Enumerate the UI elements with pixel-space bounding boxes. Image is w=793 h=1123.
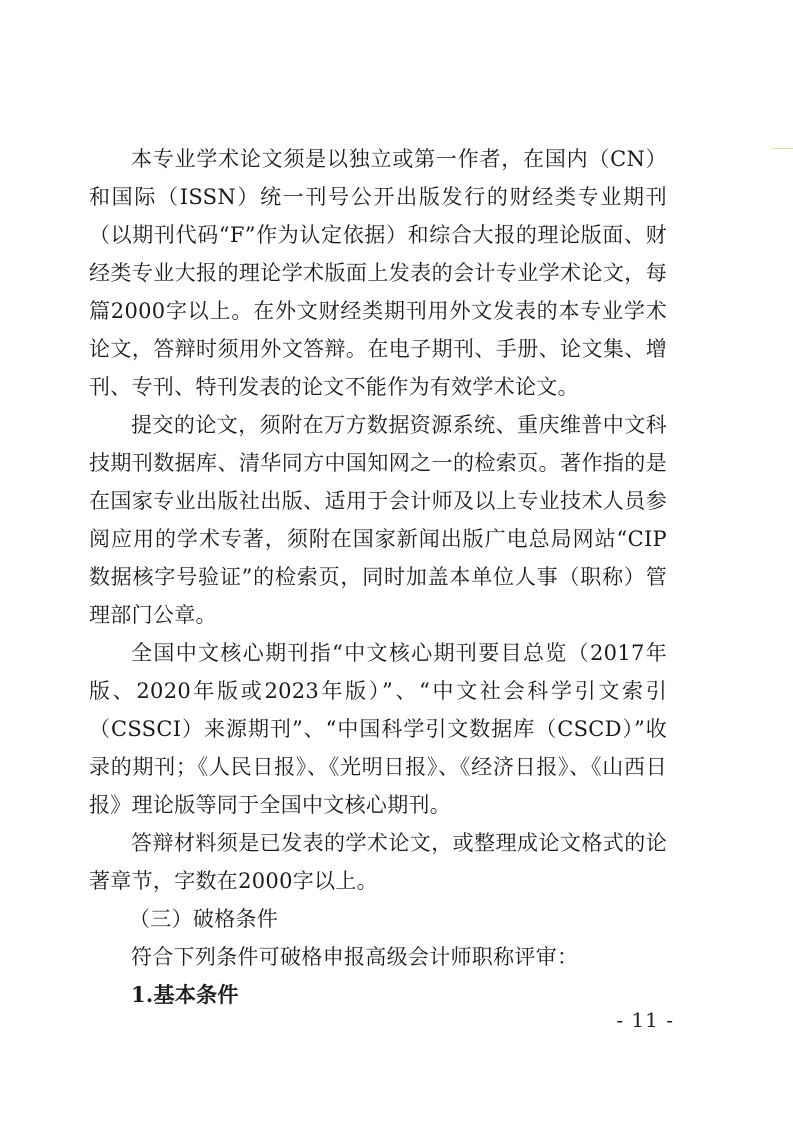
paragraph-core-journals: 全国中文核心期刊指“中文核心期刊要目总览（2017年版、2020年版或2023年版）”、“中文社会科学引文索引（CSSCI）来源期刊”、“中国科学引文数据库（CSCD）”收录的期刊；《人民日报》、《光明日报》、《经济日报》、《山西日报》理论版等同于全国中文核心期刊。 (89, 641, 667, 817)
page-number: - 11 - (616, 1008, 674, 1032)
section-intro: 符合下列条件可破格申报高级会计师职称评审： (131, 945, 579, 969)
section-heading: （三）破格条件 (129, 907, 279, 931)
paragraph-defense-materials: 答辩材料须是已发表的学术论文，或整理成论文格式的论著章节，字数在2000字以上。 (89, 831, 667, 893)
edge-mark (771, 148, 793, 149)
document-body (89, 140, 667, 1014)
subsection-heading: 1.基本条件 (131, 982, 239, 1007)
paragraph-submission-requirements: 提交的论文，须附在万方数据资源系统、重庆维普中文科技期刊数据库、清华同方中国知网之一的检索页。著作指的是在国家专业出版社出版、适用于会计师及以上专业技术人员参阅应用的学术专著，须附在国家新闻出版广电总局网站“CIP数据核字号验证”的检索页，同时加盖本单位人事（职称）管理部门公章。 (89, 413, 667, 627)
paragraph-paper-requirements: 本专业学术论文须是以独立或第一作者，在国内（CN）和国际（ISSN）统一刊号公开出版发行的财经类专业期刊（以期刊代码“F”作为认定依据）和综合大报的理论版面、财经类专业大报的理论学术版面上发表的会计专业学术论文，每篇2000字以上。在外文财经类期刊用外文发表的本专业学术论文，答辩时须用外文答辩。在电子期刊、手册、论文集、增刊、专刊、特刊发表的论文不能作为有效学术论文。 (89, 147, 667, 399)
